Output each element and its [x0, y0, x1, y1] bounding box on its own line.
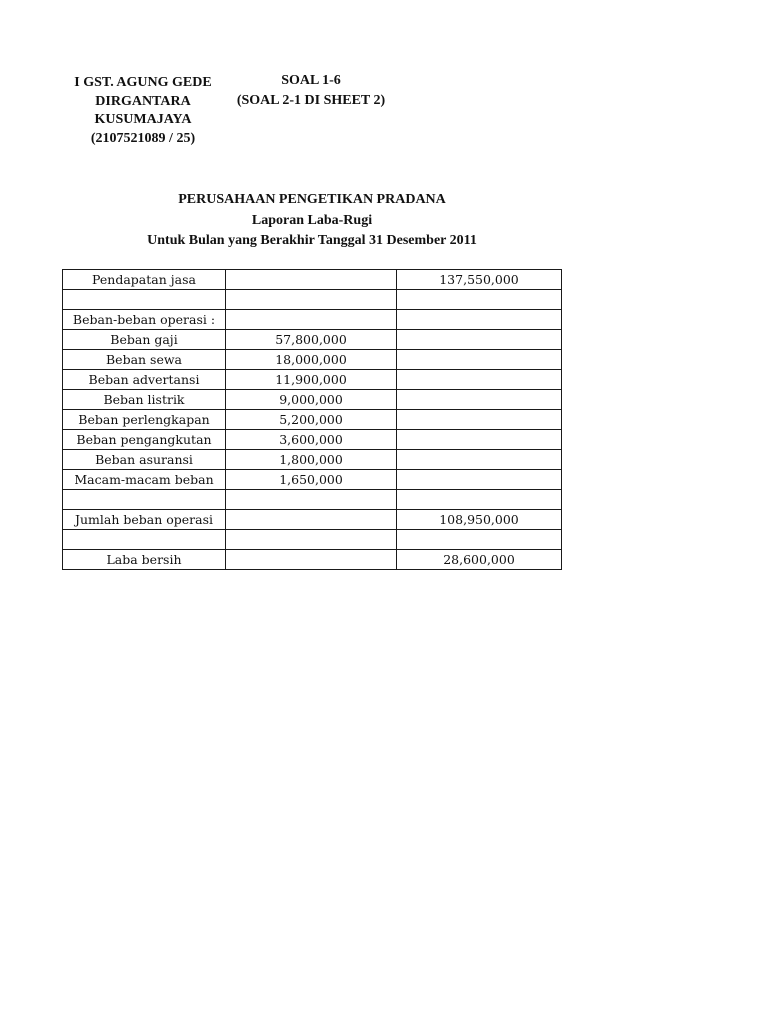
account-label-cell: Beban-beban operasi :	[63, 310, 226, 330]
detail-amount-cell: 18,000,000	[226, 350, 397, 370]
account-label-cell: Beban asuransi	[63, 450, 226, 470]
table-row	[63, 390, 562, 410]
table-row	[63, 290, 562, 310]
account-label-cell: Beban listrik	[63, 390, 226, 410]
account-label-cell	[63, 290, 226, 310]
detail-amount-cell	[226, 270, 397, 290]
exercise-heading	[218, 71, 404, 111]
student-info	[58, 74, 228, 148]
total-amount-cell	[397, 390, 562, 410]
account-label-cell: Jumlah beban operasi	[63, 510, 226, 530]
table-row	[63, 410, 562, 430]
account-label-cell: Beban sewa	[63, 350, 226, 370]
detail-amount-cell	[226, 550, 397, 570]
table-row	[63, 270, 562, 290]
table-row	[63, 310, 562, 330]
table-row	[63, 430, 562, 450]
table-row	[63, 470, 562, 490]
detail-amount-cell: 3,600,000	[226, 430, 397, 450]
table-row	[63, 350, 562, 370]
detail-amount-cell: 5,200,000	[226, 410, 397, 430]
table-row	[63, 490, 562, 510]
detail-amount-cell: 11,900,000	[226, 370, 397, 390]
detail-amount-cell: 1,650,000	[226, 470, 397, 490]
total-amount-cell	[397, 330, 562, 350]
total-amount-cell	[397, 530, 562, 550]
account-label-cell: Laba bersih	[63, 550, 226, 570]
account-label-cell	[63, 530, 226, 550]
table-row	[63, 330, 562, 350]
total-amount-cell	[397, 350, 562, 370]
table-row	[63, 370, 562, 390]
total-amount-cell	[397, 430, 562, 450]
student-id: (2107521089 / 25)	[90, 130, 196, 146]
income-statement-body	[63, 270, 562, 570]
detail-amount-cell: 57,800,000	[226, 330, 397, 350]
detail-amount-cell	[226, 290, 397, 310]
total-amount-cell: 137,550,000	[397, 270, 562, 290]
total-amount-cell: 28,600,000	[397, 550, 562, 570]
total-amount-cell	[397, 410, 562, 430]
table-row	[63, 550, 562, 570]
total-amount-cell	[397, 290, 562, 310]
table-row	[63, 530, 562, 550]
total-amount-cell	[397, 470, 562, 490]
total-amount-cell	[397, 370, 562, 390]
table-row	[63, 450, 562, 470]
account-label-cell: Beban advertansi	[63, 370, 226, 390]
total-amount-cell	[397, 450, 562, 470]
detail-amount-cell	[226, 310, 397, 330]
total-amount-cell	[397, 490, 562, 510]
detail-amount-cell: 1,800,000	[226, 450, 397, 470]
total-amount-cell: 108,950,000	[397, 510, 562, 530]
account-label-cell: Beban perlengkapan	[63, 410, 226, 430]
student-name-line-2: DIRGANTARA	[95, 93, 191, 109]
exercise-subtitle: (SOAL 2-1 DI SHEET 2)	[236, 93, 386, 108]
total-amount-cell	[397, 310, 562, 330]
statement-period: Untuk Bulan yang Berakhir Tanggal 31 Desember 2011	[147, 233, 477, 248]
company-name: PERUSAHAAN PENGETIKAN PRADANA	[178, 192, 446, 207]
exercise-title: SOAL 1-6	[281, 73, 341, 88]
detail-amount-cell: 9,000,000	[226, 390, 397, 410]
account-label-cell: Pendapatan jasa	[63, 270, 226, 290]
student-name-line-1: I GST. AGUNG GEDE	[74, 75, 212, 90]
detail-amount-cell	[226, 490, 397, 510]
table-row	[63, 510, 562, 530]
report-header	[62, 190, 562, 252]
account-label-cell: Macam-macam beban	[63, 470, 226, 490]
account-label-cell: Beban gaji	[63, 330, 226, 350]
detail-amount-cell	[226, 530, 397, 550]
income-statement-table	[62, 269, 562, 570]
statement-title: Laporan Laba-Rugi	[251, 212, 373, 228]
student-name-line-3: KUSUMAJAYA	[94, 112, 192, 127]
account-label-cell: Beban pengangkutan	[63, 430, 226, 450]
detail-amount-cell	[226, 510, 397, 530]
account-label-cell	[63, 490, 226, 510]
